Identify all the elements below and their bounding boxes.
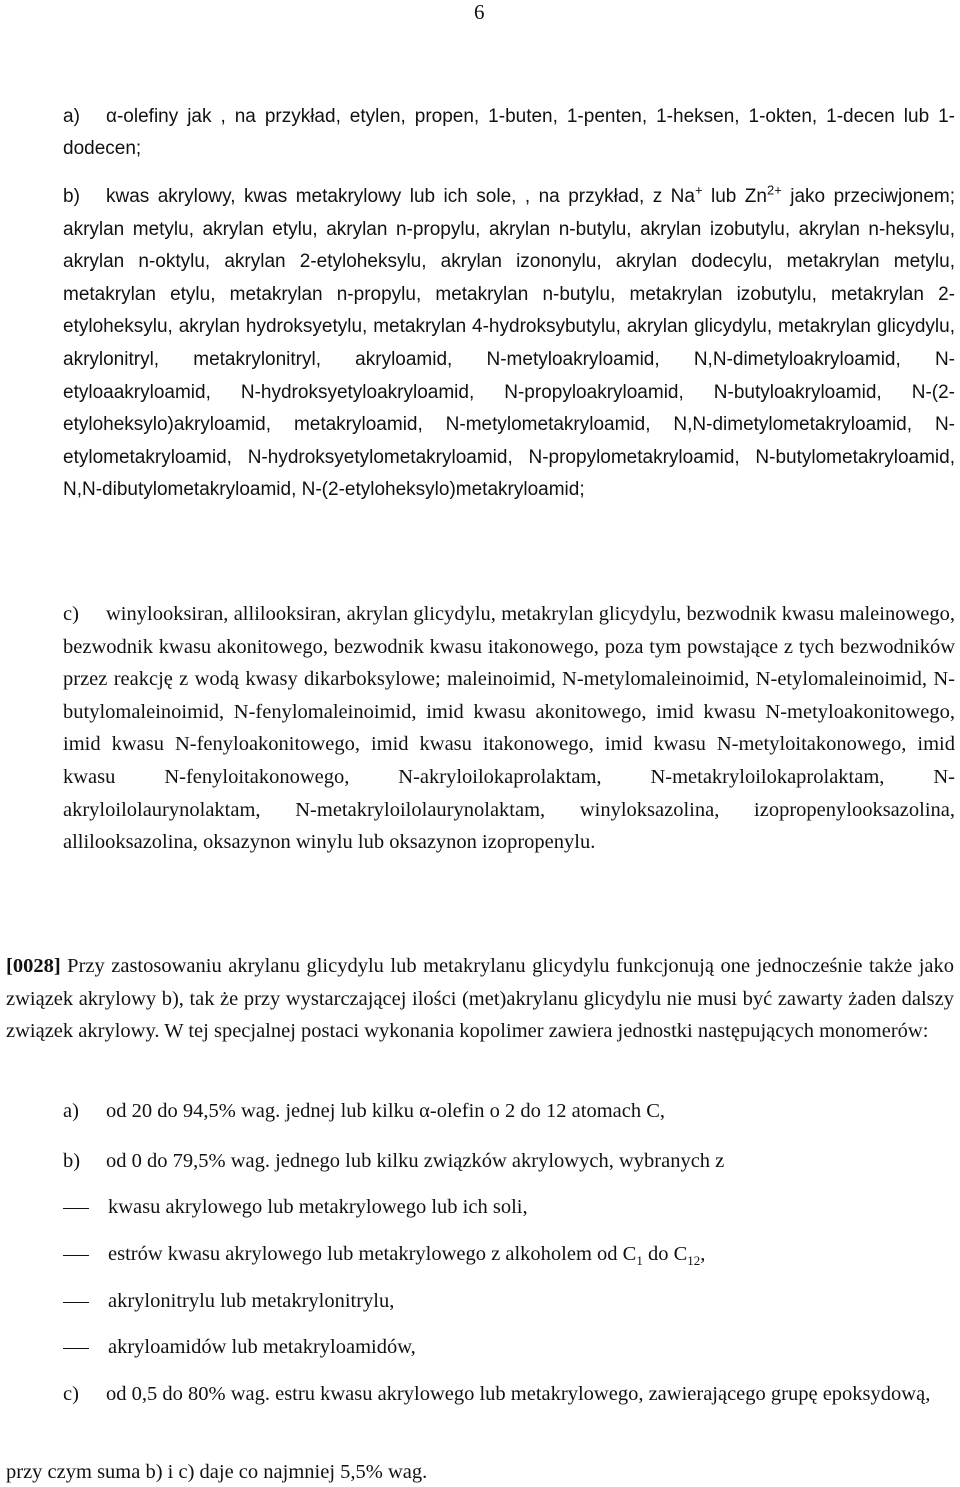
dash-bullet [63, 1348, 89, 1349]
dash-bullet [63, 1255, 89, 1256]
dash-bullet [63, 1208, 89, 1209]
list-label: a) [63, 1100, 79, 1122]
list-label: c) [63, 603, 79, 625]
list-text: kwas akrylowy, kwas metakrylowy lub ich sole, , na przykład, z Na [106, 186, 695, 207]
closing-sentence: przy czym suma b) i c) daje co najmniej 5,5% wag. [6, 1461, 428, 1483]
list-text: od 0 do 79,5% wag. jednego lub kilku związków akrylowych, wybranych z [106, 1150, 725, 1172]
list-text: α-olefiny jak , na przykład, etylen, propen, 1-buten, 1-penten, 1-heksen, 1-okten, 1-decen lub 1-dodecen; [63, 106, 955, 159]
dash-item-2 [108, 1239, 705, 1269]
dash-text: do C [642, 1243, 688, 1265]
dash-item-4: akryloamidów lub metakryloamidów, [108, 1336, 416, 1358]
list-label: a) [63, 106, 80, 127]
dash-item-3: akrylonitrylu lub metakrylonitrylu, [108, 1290, 395, 1312]
list-text: lub Zn [702, 186, 767, 207]
list-text: od 0,5 do 80% wag. estru kwasu akrylowego lub metakrylowego, zawierającego grupę epoksydową, [106, 1383, 931, 1405]
dash-text: , [700, 1243, 706, 1265]
list-text: jako przeciwjonem; akrylan metylu, akrylan etylu, akrylan n-propylu, akrylan n-butylu, akrylan izobutylu, akrylan n-heksylu, akrylan n-oktylu, akrylan 2-etyloheksylu, akrylan izononylu, akrylan dodecylu, metakrylan metylu, metakrylan etylu, metakrylan n-propylu, metakrylan n-butylu, metakrylan izobutylu, metakrylan 2-etyloheksylu, akrylan hydroksyetylu, metakrylan 4-hydroksybutylu, akrylan glicydylu, metakrylan glicydylu, akrylonitryl, metakrylonitryl, akryloamid, N-metyloakryloamid, N,N-dimetyloakryloamid, N-etyloaakryloamid, N-hydroksyetyloakryloamid, N-propyloakryloamid, N-butyloakryloamid, N-(2-etyloheksylo)akryloamid, metakryloamid, N-metylometakryloamid, N,N-dimetylometakryloamid, N-etylometakryloamid, N-hydroksyetylometakryloamid, N-propylometakryloamid, N-butylometakryloamid, N,N-dibutylometakryloamid, N-(2-etyloheksylo)metakryloamid; [63, 186, 956, 501]
subscript: 1 [636, 1253, 643, 1269]
list-text: winylooksiran, allilooksiran, akrylan glicydylu, metakrylan glicydylu, bezwodnik kwasu maleinowego, bezwodnik kwasu akonitowego, bezwodnik kwasu itakonowego, poza tym powstające z tych bezwodników przez reakcję z wodą kwasy dikarboksylowe; maleinoimid, N-metylomaleinoimid, N-etylomaleinoimid, N-butylomaleinoimid, N-fenylomaleinoimid, imid kwasu akonitowego, imid kwasu N-metyloakonitowego, imid kwasu N-fenyloakonitowego, imid kwasu itakonowego, imid kwasu N-metyloitakonowego, imid kwasu N-fenyloitakonowego, N-akryloilokaprolaktam, N-metakryloilokaprolaktam, N-akryloilolaurynolaktam, N-metakryloilolaurynolaktam, winyloksazolina, izopropenylooksazolina, allilooksazolina, oksazynon winylu lub oksazynon izopropenylu. [63, 603, 955, 854]
dash-bullet [63, 1302, 89, 1303]
list-item-c [63, 598, 955, 859]
list-item-a [63, 101, 955, 165]
list-label: c) [63, 1383, 79, 1405]
subscript: 12 [687, 1253, 701, 1269]
paragraph-text: Przy zastosowaniu akrylanu glicydylu lub metakrylanu glicydylu funkcjonują one jednocześnie także jako związek akrylowy b), tak że przy wystarczającej ilości (met)akrylanu glicydylu nie musi być zawarty żaden dalszy związek akrylowy. W tej specjalnej postaci wykonania kopolimer zawiera jednostki następujących monomerów: [6, 955, 954, 1043]
dash-text: estrów kwasu akrylowego lub metakrylowego z alkoholem od C [108, 1243, 637, 1265]
monomer-item-c [63, 1378, 955, 1411]
superscript: 2+ [766, 182, 782, 198]
dash-item-1: kwasu akrylowego lub metakrylowego lub ich soli, [108, 1196, 528, 1218]
monomer-item-b [63, 1146, 955, 1176]
list-text: od 20 do 94,5% wag. jednej lub kilku α-olefin o 2 do 12 atomach C, [106, 1100, 666, 1122]
page-number: 6 [474, 0, 485, 24]
list-item-b [63, 181, 955, 507]
paragraph-id: [0028] [6, 955, 61, 977]
paragraph-0028 [6, 950, 954, 1048]
list-label: b) [63, 1150, 81, 1172]
superscript: + [694, 182, 703, 198]
monomer-item-a [63, 1096, 955, 1126]
list-label: b) [63, 186, 80, 207]
